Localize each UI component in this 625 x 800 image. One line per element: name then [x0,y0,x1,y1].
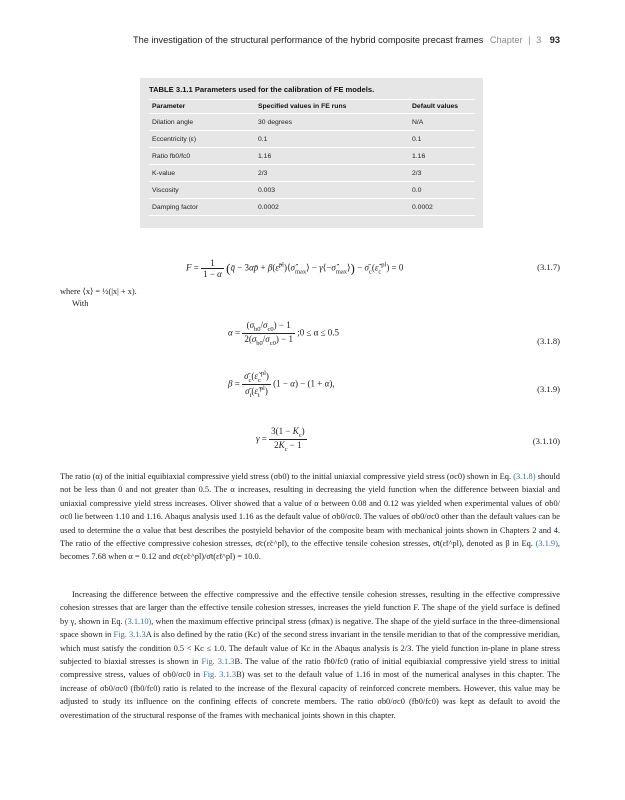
parameters-table [149,99,475,216]
table-cell: K-value [149,165,255,182]
equation-condition: ;0 ≤ α ≤ 0.5 [297,327,340,338]
paragraph-text: B) was set to the default value of 1.16 in most of the numerical analyses in this chapter. The increase of σb0/σc0 (fb0/fc0) ratio is related to the increase of the flexural capacity of reinforced concrete members. However, this value may be adjusted to study its influence on the confining effects of concrete members. The ratio σb0/σc0 (fb0/fc0) was kept as default to avoid the overestimation of the structural response of the frames with mechanical joints shown in this chapter. [60,670,560,720]
equation-body: γ = $\frac{3(1 - K_c)}{2K_c - 1}$ [256,426,305,453]
table-header-cell: Default values [409,100,475,114]
table-cell: 1.16 [255,148,409,165]
table-header-cell: Parameter [149,100,255,114]
table-row [149,199,475,216]
equation-link[interactable]: (3.1.8) [513,472,536,481]
chapter-number: 3 [536,35,542,45]
table-cell: 30 degrees [255,114,409,131]
figure-link[interactable]: Fig. 3.1.3 [113,630,146,640]
table-cell: Viscosity [149,182,255,199]
table-cell: N/A [409,114,475,131]
running-head [60,35,560,45]
paragraph-text: , becomes 7.68 when α = 0.12 and σ̄c(ε̃c^pl)/σ̄t(ε̃t^pl) = 10.0. [60,539,560,562]
with-label: With [72,299,89,308]
equation-body: β = $\frac{\sigmā_c(\varepsiloñ_c^{pl})}{\sigmā_t(\varepsiloñ_t^{pl})}$ (1 − α) − (1 + α), [228,370,335,399]
equation-body: α = $\frac{(\sigma_{b0}/\sigma_{c0}) - 1}{2(\sigma_{b0}/\sigma_{c0}) - 1}$ ;0 ≤ α ≤ 0.5 [228,320,340,347]
table-cell: 0.0 [409,182,475,199]
paragraph-text: , when the maximum effective principal stress (σ̂max) is negative. The shape of the yield surface in the three-dimensional space shown in [60,616,561,640]
table-row [149,131,475,148]
table-cell: Damping factor [149,199,255,216]
paragraph-text: should not be less than 0 and not greater than 0.5. The α increases, resulting in decreasing the yield function when the difference between biaxial and uniaxial compressive yield stress increases. Oliver showed that a value of α between 0.08 and 0.12 was yielded when experimental values of σb0/σc0 lie between 1.10 and 1.16. Abaqus analysis used 1.16 as the default value of σb0/σc0. The values of σb0/σc0 other than the default values can be used to determine the α value that best describes the postyield behavior of the composite beam with mechanical joints shown in Chapters 2 and 4. The ratio of the effective compressive cohesion stresses, σ̄c(ε̃c^pl), to the effective tensile cohesion stresses, σ̄t(ε̃t^pl), denoted as β in Eq. [60,472,560,549]
equation-link[interactable]: (3.1.9) [535,539,558,549]
equation-3-1-7 [60,258,560,280]
running-head-title: The investigation of the structural performance of the hybrid composite precast frames [132,35,484,45]
figure-link[interactable]: Fig. 3.1.3 [203,670,237,680]
table-row [149,114,475,131]
table-cell: Eccentricity (ε) [149,131,255,148]
table-cell: 2/3 [255,165,409,182]
equation-number: (3.1.7) [537,262,560,272]
paragraph-text: A is also defined by the ratio (Kc) of the second stress invariant in the tensile meridian to that of the compressive meridian, which must satisfy the condition 0.5 < Kc ≤ 1.0. The default value of Kc in the Abaqus analysis is 2/3. The yield function in-plane in plane stress subjected to biaxial stresses is shown in [60,630,560,667]
page-number: 93 [549,35,560,45]
parameters-table-box [140,78,483,228]
table-cell: 0.0002 [255,199,409,216]
chapter-separator: | [528,35,531,45]
paragraph-2 [60,588,560,722]
table-cell: 0.1 [255,131,409,148]
table-cell: 0.0002 [409,199,475,216]
equation-number: (3.1.8) [537,336,560,346]
equation-link[interactable]: (3.1.10) [124,616,152,626]
paragraph-text: The ratio (α) of the initial equibiaxial compressive yield stress (σb0) to the initial uniaxial compressive yield stress (σc0) shown in Eq. [60,472,514,481]
figure-link[interactable]: Fig. 3.1.3 [201,657,235,667]
table-cell: 2/3 [409,165,475,182]
paragraph-1 [60,470,560,564]
table-caption: TABLE 3.1.1 Parameters used for the calibration of FE models. [149,85,375,94]
where-definition: where ⟨x⟩ = ½(|x| + x). [60,287,137,296]
table-header-cell: Specified values in FE runs [255,100,409,114]
table-row [149,165,475,182]
equation-3-1-8 [60,318,560,360]
table-row [149,148,475,165]
table-cell: 1.16 [409,148,475,165]
equation-body: F = $\frac{1}{1 - \alpha}$ (q̄ − 3αp̄ + $\beta(\varepsiloñ^{pl})⟨\sigmâ_{max}⟩$ − $\gamma⟨-\sigmâ_{max}⟩$) − $\sigmā_c(\varepsiloñ_c^{pl}) = 0$ [186,258,404,279]
equation-number: (3.1.10) [532,436,560,446]
table-cell: Ratio fb0/fc0 [149,148,255,165]
equation-number: (3.1.9) [537,384,560,394]
equation-3-1-9 [60,368,560,412]
table-cell: Dilation angle [149,114,255,131]
table-cell: 0.1 [409,131,475,148]
chapter-label: Chapter [489,35,523,45]
table-cell: 0.003 [255,182,409,199]
paragraph-text: B. The value of the ratio fb0/fc0 (ratio of initial equibiaxial compressive yield stress to initial compressive stress, values of σb0/σc0 in [60,657,560,680]
table-header-row [149,100,475,114]
paragraph-text: Increasing the difference between the effective compressive and the effective tensile cohesion stresses, resulting in the effective compressive cohesion stresses that are larger than the effective tensile cohesion stresses, increases the yield function F. The shape of the yield surface is defined by γ, shown in Eq. [60,590,560,626]
equation-3-1-10 [60,426,560,456]
table-row [149,182,475,199]
